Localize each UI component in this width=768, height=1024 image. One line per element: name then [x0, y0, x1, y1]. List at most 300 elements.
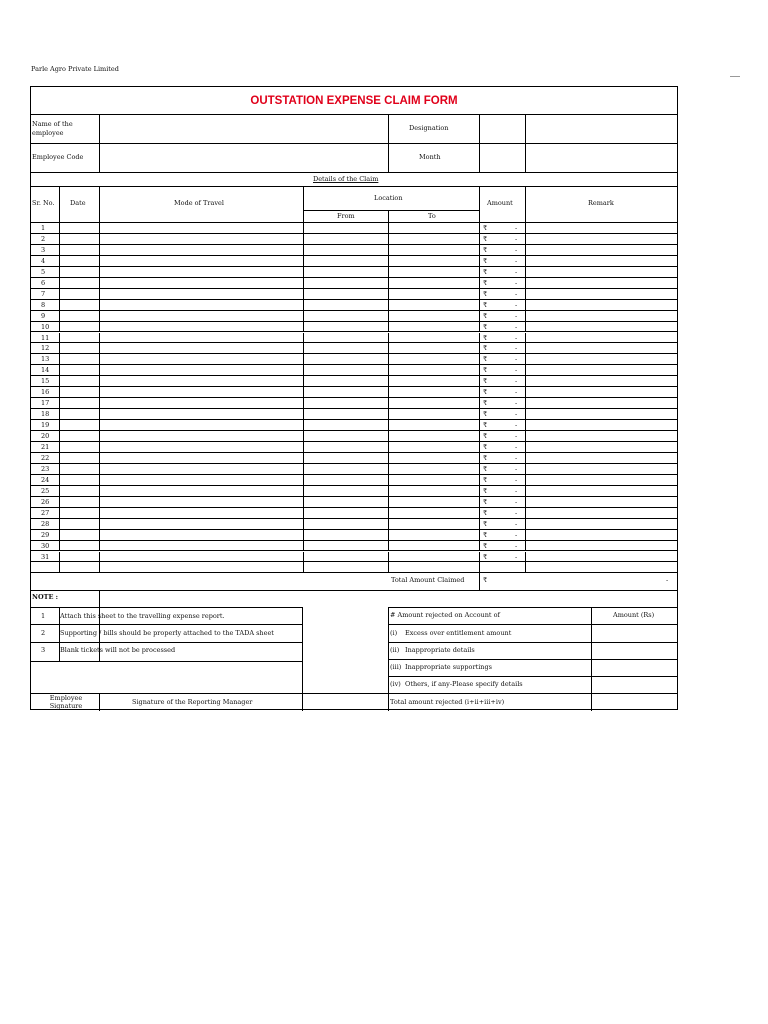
divider	[303, 256, 304, 266]
divider	[479, 186, 480, 223]
row-amount[interactable]: -	[515, 464, 518, 473]
divider	[59, 311, 60, 321]
row-sr-no: 26	[41, 497, 50, 506]
divider	[99, 365, 100, 375]
divider	[99, 354, 100, 364]
row-currency: ₹	[483, 421, 488, 430]
divider	[99, 387, 100, 397]
row-amount[interactable]: -	[515, 410, 518, 419]
table-row	[31, 475, 677, 486]
divider	[479, 562, 480, 572]
row-sr-no: 12	[41, 344, 50, 353]
divider	[525, 442, 526, 452]
table-row	[31, 409, 677, 420]
divider	[99, 530, 100, 540]
divider	[303, 300, 304, 310]
divider	[59, 322, 60, 332]
table-row	[31, 453, 677, 464]
rejection-reason: Excess over entitlement amount	[405, 629, 512, 637]
row-currency: ₹	[483, 464, 488, 473]
row-amount[interactable]: -	[515, 388, 518, 397]
divider	[388, 464, 389, 474]
row-sr-no: 10	[41, 322, 50, 331]
divider	[388, 475, 389, 485]
divider	[303, 267, 304, 277]
row-sr-no: 23	[41, 464, 50, 473]
divider	[479, 234, 480, 244]
divider	[525, 475, 526, 485]
divider	[388, 624, 677, 625]
rejection-heading: # Amount rejected on Account of	[390, 611, 500, 619]
table-row	[31, 289, 677, 300]
divider	[99, 464, 100, 474]
divider	[303, 431, 304, 441]
divider	[525, 552, 526, 562]
table-row	[31, 442, 677, 453]
col-mode-of-travel: Mode of Travel	[174, 199, 224, 207]
divider	[99, 376, 100, 386]
divider	[388, 256, 389, 266]
divider	[388, 508, 389, 518]
divider	[479, 541, 480, 551]
table-row	[31, 343, 677, 354]
divider	[388, 607, 677, 608]
divider	[99, 223, 100, 233]
row-amount[interactable]: -	[515, 344, 518, 353]
divider	[388, 115, 389, 172]
divider	[99, 234, 100, 244]
divider	[99, 398, 100, 408]
divider	[99, 278, 100, 288]
employee-code-field[interactable]	[100, 144, 388, 172]
row-amount[interactable]: -	[515, 289, 518, 298]
divider	[388, 300, 389, 310]
divider	[525, 409, 526, 419]
divider	[525, 519, 526, 529]
row-sr-no: 29	[41, 530, 50, 539]
divider	[479, 300, 480, 310]
col-remark: Remark	[588, 199, 614, 207]
row-amount[interactable]: -	[515, 508, 518, 517]
divider	[99, 311, 100, 321]
divider	[303, 245, 304, 255]
row-sr-no: 9	[41, 311, 46, 320]
divider	[525, 508, 526, 518]
divider	[99, 267, 100, 277]
table-row	[31, 519, 677, 530]
divider	[59, 453, 60, 463]
row-currency: ₹	[483, 519, 488, 528]
table-row	[31, 354, 677, 365]
divider	[388, 442, 389, 452]
divider	[525, 343, 526, 353]
divider	[99, 245, 100, 255]
row-sr-no: 21	[41, 443, 50, 451]
total-amount-value: -	[666, 576, 669, 584]
row-amount[interactable]: -	[515, 497, 518, 506]
divider	[303, 387, 304, 397]
table-row	[31, 376, 677, 387]
divider	[303, 475, 304, 485]
row-amount[interactable]: -	[515, 541, 518, 550]
divider	[59, 409, 60, 419]
divider	[303, 442, 304, 452]
row-currency: ₹	[483, 432, 488, 441]
table-row	[31, 486, 677, 497]
divider	[303, 398, 304, 408]
divider	[479, 256, 480, 266]
rejection-reason: Inappropriate details	[405, 646, 475, 654]
total-label: Total Amount Claimed	[391, 576, 465, 584]
divider	[388, 376, 389, 386]
table-row	[31, 387, 677, 398]
company-name: Parle Agro Private Limited	[31, 65, 119, 73]
divider	[525, 278, 526, 288]
row-currency: ₹	[483, 278, 488, 287]
divider	[99, 442, 100, 452]
divider	[59, 278, 60, 288]
divider	[303, 453, 304, 463]
divider	[59, 464, 60, 474]
row-currency: ₹	[483, 453, 488, 462]
divider	[388, 289, 389, 299]
divider	[31, 172, 677, 173]
divider	[479, 365, 480, 375]
divider	[99, 333, 100, 343]
row-amount[interactable]: -	[515, 245, 518, 254]
note-number: 2	[41, 629, 46, 637]
row-amount[interactable]: -	[515, 453, 518, 462]
divider	[303, 376, 304, 386]
row-currency: ₹	[483, 256, 488, 265]
row-amount[interactable]: -	[515, 432, 518, 441]
row-amount[interactable]: -	[515, 300, 518, 309]
table-row	[31, 311, 677, 322]
divider	[59, 541, 60, 551]
divider	[59, 234, 60, 244]
claim-form	[30, 86, 678, 710]
row-amount[interactable]: -	[515, 224, 518, 232]
divider	[99, 420, 100, 430]
row-amount[interactable]: -	[515, 519, 518, 528]
divider	[59, 245, 60, 255]
row-sr-no: 6	[41, 278, 46, 287]
divider	[99, 541, 100, 551]
divider	[59, 497, 60, 507]
divider	[479, 267, 480, 277]
divider	[479, 431, 480, 441]
row-sr-no: 27	[41, 508, 50, 517]
divider	[388, 210, 389, 223]
table-row	[31, 562, 677, 573]
divider	[303, 278, 304, 288]
note-label: NOTE :	[32, 593, 59, 601]
divider	[525, 376, 526, 386]
row-amount[interactable]: -	[515, 322, 518, 331]
divider	[31, 661, 302, 662]
divider	[525, 223, 526, 233]
table-row	[31, 234, 677, 245]
designation-field[interactable]	[480, 115, 525, 143]
divider	[303, 497, 304, 507]
divider	[479, 475, 480, 485]
divider	[302, 693, 303, 711]
divider	[525, 234, 526, 244]
divider	[388, 234, 389, 244]
divider	[525, 311, 526, 321]
rejection-number: (ii)	[390, 646, 400, 654]
divider	[99, 322, 100, 332]
row-sr-no: 15	[41, 377, 50, 386]
row-sr-no: 22	[41, 453, 50, 462]
row-sr-no: 2	[41, 234, 46, 243]
divider	[303, 210, 479, 211]
divider	[388, 453, 389, 463]
divider	[31, 607, 302, 608]
divider	[479, 409, 480, 419]
row-amount[interactable]: -	[515, 399, 518, 408]
row-currency: ₹	[483, 355, 488, 364]
table-row	[31, 431, 677, 442]
divider	[303, 223, 304, 233]
table-row	[31, 278, 677, 289]
employee-name-field[interactable]	[100, 115, 388, 143]
row-amount[interactable]: -	[515, 443, 518, 451]
divider	[388, 541, 389, 551]
row-currency: ₹	[483, 443, 488, 451]
divider	[525, 115, 526, 172]
row-sr-no: 11	[41, 333, 50, 342]
row-amount[interactable]: -	[515, 333, 518, 342]
divider	[525, 256, 526, 266]
divider	[59, 365, 60, 375]
col-amount: Amount	[487, 199, 513, 207]
divider	[59, 256, 60, 266]
divider	[388, 387, 389, 397]
table-row	[31, 464, 677, 475]
divider	[59, 223, 60, 233]
row-amount[interactable]: -	[515, 267, 518, 276]
divider	[99, 475, 100, 485]
divider	[479, 552, 480, 562]
divider	[525, 431, 526, 441]
table-row	[31, 267, 677, 278]
divider	[388, 343, 389, 353]
row-amount[interactable]: -	[515, 256, 518, 265]
table-row	[31, 420, 677, 431]
divider	[99, 497, 100, 507]
rejection-reason: Inappropriate supportings	[405, 663, 492, 671]
divider	[59, 486, 60, 496]
divider	[388, 431, 389, 441]
row-currency: ₹	[483, 234, 488, 243]
row-sr-no: 16	[41, 388, 50, 397]
divider	[388, 322, 389, 332]
divider	[525, 464, 526, 474]
divider	[59, 300, 60, 310]
divider	[99, 562, 100, 572]
divider	[388, 562, 389, 572]
row-currency: ₹	[483, 497, 488, 506]
row-amount[interactable]: -	[515, 234, 518, 243]
divider	[479, 376, 480, 386]
table-row	[31, 322, 677, 333]
divider	[479, 278, 480, 288]
table-row	[31, 256, 677, 267]
row-sr-no: 14	[41, 366, 50, 375]
divider	[303, 409, 304, 419]
row-amount[interactable]: -	[515, 366, 518, 375]
divider	[303, 333, 304, 343]
row-currency: ₹	[483, 366, 488, 375]
divider	[303, 322, 304, 332]
row-currency: ₹	[483, 322, 488, 331]
rejection-reason: Others, if any-Please specify details	[405, 680, 523, 688]
divider	[59, 562, 60, 572]
divider	[479, 420, 480, 430]
divider	[525, 365, 526, 375]
row-currency: ₹	[483, 245, 488, 254]
table-row	[31, 333, 677, 344]
divider	[479, 442, 480, 452]
note-text: Attach this sheet to the travelling expense report.	[60, 612, 225, 620]
divider	[525, 486, 526, 496]
divider	[31, 642, 302, 643]
row-sr-no: 17	[41, 399, 50, 408]
divider	[388, 676, 677, 677]
divider	[525, 387, 526, 397]
row-sr-no: 28	[41, 519, 50, 528]
table-row	[31, 530, 677, 541]
divider	[99, 590, 100, 607]
rejection-number: (iii)	[390, 663, 402, 671]
row-currency: ₹	[483, 530, 488, 539]
divider	[479, 289, 480, 299]
divider	[479, 519, 480, 529]
divider	[388, 519, 389, 529]
divider	[525, 186, 526, 223]
divider	[99, 289, 100, 299]
total-currency: ₹	[483, 576, 488, 584]
divider	[388, 278, 389, 288]
row-currency: ₹	[483, 388, 488, 397]
table-row	[31, 508, 677, 519]
divider	[303, 552, 304, 562]
divider	[525, 530, 526, 540]
divider	[59, 186, 60, 223]
divider	[303, 519, 304, 529]
divider	[479, 572, 480, 590]
divider	[59, 442, 60, 452]
note-number: 3	[41, 646, 46, 654]
row-amount[interactable]: -	[515, 278, 518, 287]
row-amount[interactable]: -	[515, 486, 518, 495]
row-amount[interactable]: -	[515, 530, 518, 539]
row-currency: ₹	[483, 377, 488, 386]
table-row	[31, 245, 677, 256]
employee-code-label: Employee Code	[32, 153, 84, 161]
divider	[525, 322, 526, 332]
divider	[479, 354, 480, 364]
row-sr-no: 18	[41, 410, 50, 419]
row-sr-no: 4	[41, 256, 46, 265]
divider	[479, 398, 480, 408]
row-amount[interactable]: -	[515, 355, 518, 364]
row-currency: ₹	[483, 300, 488, 309]
row-amount[interactable]: -	[515, 421, 518, 430]
row-sr-no: 3	[41, 245, 46, 254]
divider	[59, 343, 60, 353]
divider	[388, 497, 389, 507]
divider	[59, 519, 60, 529]
divider	[479, 486, 480, 496]
month-label: Month	[419, 153, 441, 161]
divider	[59, 354, 60, 364]
divider	[59, 376, 60, 386]
row-currency: ₹	[483, 224, 488, 232]
note-number: 1	[41, 612, 46, 620]
row-currency: ₹	[483, 311, 488, 320]
divider	[59, 420, 60, 430]
divider	[99, 508, 100, 518]
divider	[388, 398, 389, 408]
divider	[388, 267, 389, 277]
divider	[99, 186, 100, 223]
row-amount[interactable]: -	[515, 377, 518, 386]
divider	[303, 234, 304, 244]
divider	[479, 530, 480, 540]
details-heading: Details of the Claim	[313, 175, 379, 183]
row-currency: ₹	[483, 267, 488, 276]
divider	[525, 562, 526, 572]
row-sr-no: 25	[41, 486, 50, 495]
rejection-number: (iv)	[390, 680, 401, 688]
row-currency: ₹	[483, 399, 488, 408]
divider	[303, 508, 304, 518]
divider	[388, 365, 389, 375]
total-rejected-label: Total amount rejected (i+ii+iii+iv)	[390, 698, 505, 706]
divider	[388, 409, 389, 419]
divider	[59, 267, 60, 277]
divider	[525, 245, 526, 255]
table-row	[31, 365, 677, 376]
row-currency: ₹	[483, 475, 488, 484]
divider	[303, 530, 304, 540]
divider	[388, 420, 389, 430]
row-amount[interactable]: -	[515, 475, 518, 484]
row-sr-no: 20	[41, 432, 50, 441]
divider	[59, 387, 60, 397]
designation-label: Designation	[409, 124, 449, 132]
row-sr-no: 19	[41, 421, 50, 430]
row-amount[interactable]: -	[515, 552, 518, 561]
row-amount[interactable]: -	[515, 311, 518, 320]
col-from: From	[337, 212, 355, 220]
divider	[303, 420, 304, 430]
month-field[interactable]	[480, 144, 525, 172]
form-title: OUTSTATION EXPENSE CLAIM FORM	[250, 95, 458, 107]
row-sr-no: 8	[41, 300, 46, 309]
divider	[479, 508, 480, 518]
divider	[525, 289, 526, 299]
divider	[31, 693, 677, 694]
table-row	[31, 497, 677, 508]
divider	[99, 115, 100, 172]
divider	[31, 624, 302, 625]
divider	[99, 486, 100, 496]
divider	[302, 607, 303, 693]
divider	[59, 431, 60, 441]
